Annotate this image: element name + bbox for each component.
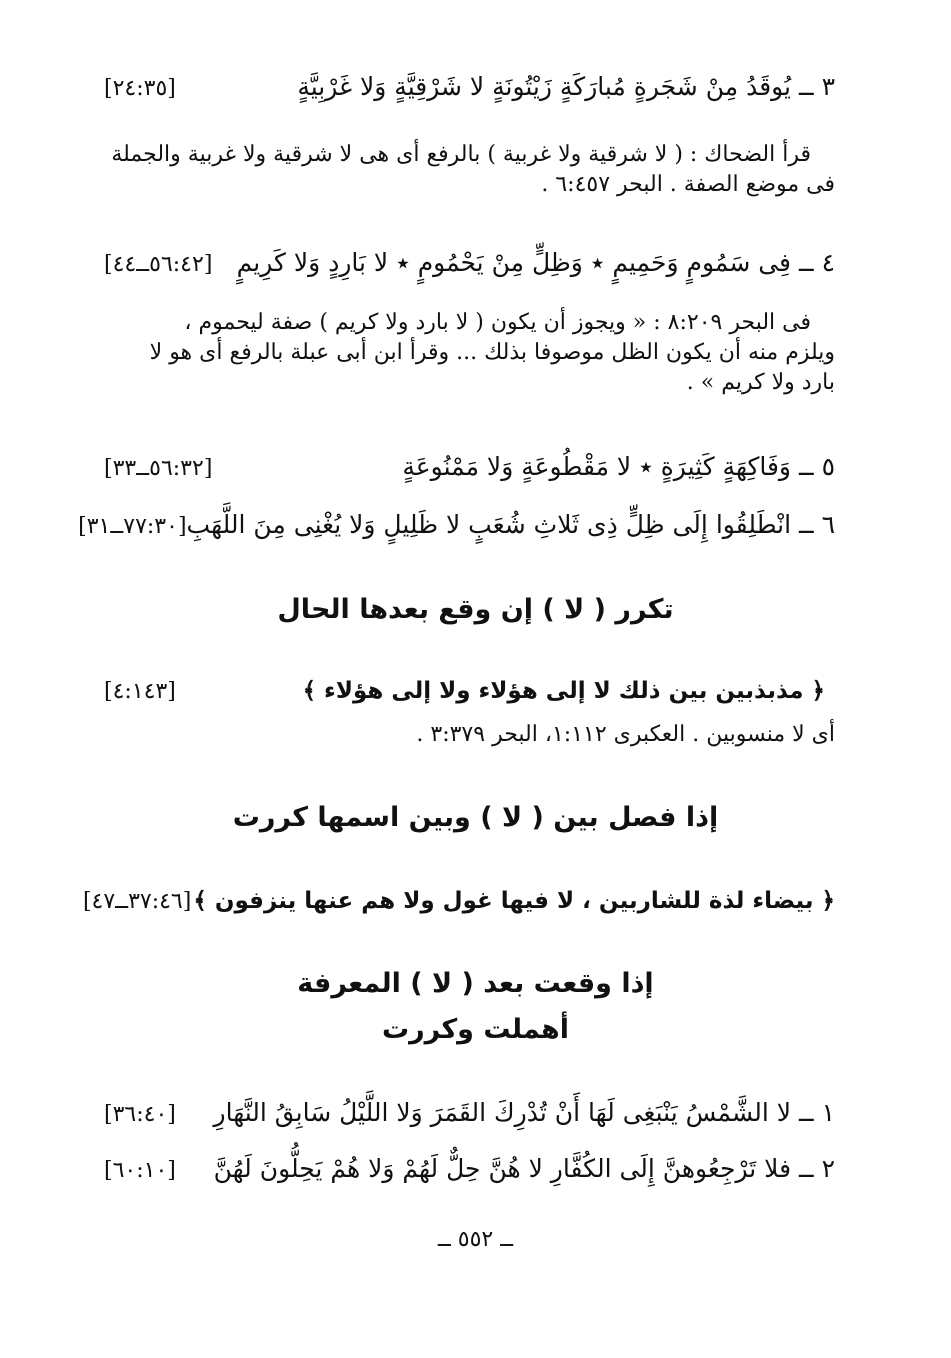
verse-reference: [٧٧:٣٠ــ٣١] — [78, 514, 187, 539]
verse-line — [82, 888, 835, 914]
section-heading: إذا وقعت بعد ( لا ) المعرفة — [297, 968, 654, 999]
verse-text: ١ ــ لا الشَّمْسُ يَنْبَغِى لَهَا أَنْ تُدْرِكَ القَمَرَ وَلا اللَّيْلُ سَابِقُ النَّهَارِ — [213, 1098, 835, 1127]
verse-line — [104, 1098, 835, 1127]
verse-reference: [٤:١٤٣] — [104, 679, 176, 704]
verse-line — [104, 72, 835, 101]
commentary-line: ويلزم منه أن يكون الظل موصوفا بذلك ... وقرأ ابن أبى عبلة بالرفع أى هو لا — [149, 340, 835, 365]
verse-reference: [٥٦:٤٢ــ٤٤] — [104, 252, 213, 277]
commentary-paragraph — [104, 140, 835, 200]
verse-text: ٥ ــ وَفَاكِهَةٍ كَثِيرَةٍ ٭ لا مَقْطُوعَةٍ وَلا مَمْنُوعَةٍ — [402, 452, 835, 481]
verse-text: ٦ ــ انْطَلِقُوا إِلَى ظِلٍّ ذِى ثَلاثِ شُعَبٍ لا ظَلِيلٍ وَلا يُغْنِى مِنَ اللَّهَبِ — [186, 510, 835, 539]
verse-line — [78, 510, 835, 539]
verse-reference: [٣٦:٤٠] — [104, 1102, 176, 1127]
commentary-line: فى البحر ٨:٢٠٩ : « ويجوز أن يكون ( لا بارد ولا كريم ) صفة ليحموم ، — [184, 310, 811, 335]
section-subheading: أهملت وكررت — [381, 1014, 570, 1045]
verse-text: ٤ ــ فِى سَمُومٍ وَحَمِيمٍ ٭ وَظِلٍّ مِنْ يَحْمُومٍ ٭ لا بَارِدٍ وَلا كَرِيمٍ — [236, 248, 835, 277]
section-heading: إذا فصل بين ( لا ) وبين اسمها كررت — [232, 802, 719, 833]
commentary-line: بارد ولا كريم » . — [686, 370, 835, 395]
verse-line — [104, 678, 835, 704]
verse-reference: [٥٦:٣٢ــ٣٣] — [104, 456, 213, 481]
page-number: ــ ٥٥٢ ــ — [437, 1227, 514, 1252]
commentary-line: فى موضع الصفة . البحر ٦:٤٥٧ . — [541, 172, 835, 197]
verse-line — [104, 452, 835, 481]
commentary-paragraph — [104, 308, 835, 398]
commentary-line: أى لا منسوبين . العكبرى ١:١١٢، البحر ٣:٣٧٩ . — [416, 722, 835, 747]
verse-text: ٢ ــ فلا تَرْجِعُوهنَّ إِلَى الكُفَّارِ لا هُنَّ حِلٌّ لَهُمْ وَلا هُمْ يَحِلُّونَ لَهُنَّ — [213, 1154, 835, 1183]
verse-reference: [٦٠:١٠] — [104, 1158, 176, 1183]
verse-text: ﴿ بيضاء لذة للشاربين ، لا فيها غول ولا هم عنها ينزفون ﴾ — [193, 888, 835, 914]
section-heading: تكرر ( لا ) إن وقع بعدها الحال — [277, 594, 674, 625]
verse-reference: [٣٧:٤٦ــ٤٧] — [82, 889, 192, 914]
commentary-line: قرأ الضحاك : ( لا شرقية ولا غربية ) بالرفع أى هى لا شرقية ولا غربية والجملة — [111, 142, 811, 167]
verse-text: ﴿ مذبذبين بين ذلك لا إلى هؤلاء ولا إلى هؤلاء ﴾ — [302, 678, 825, 704]
verse-line — [104, 248, 835, 277]
verse-text: ٣ ــ يُوقَدُ مِنْ شَجَرةٍ مُبارَكَةٍ زَيْتُونَةٍ لا شَرْقِيَّةٍ وَلا غَرْبِيَّةٍ — [297, 72, 835, 101]
verse-line — [104, 1154, 835, 1183]
verse-reference: [٢٤:٣٥] — [104, 76, 176, 101]
